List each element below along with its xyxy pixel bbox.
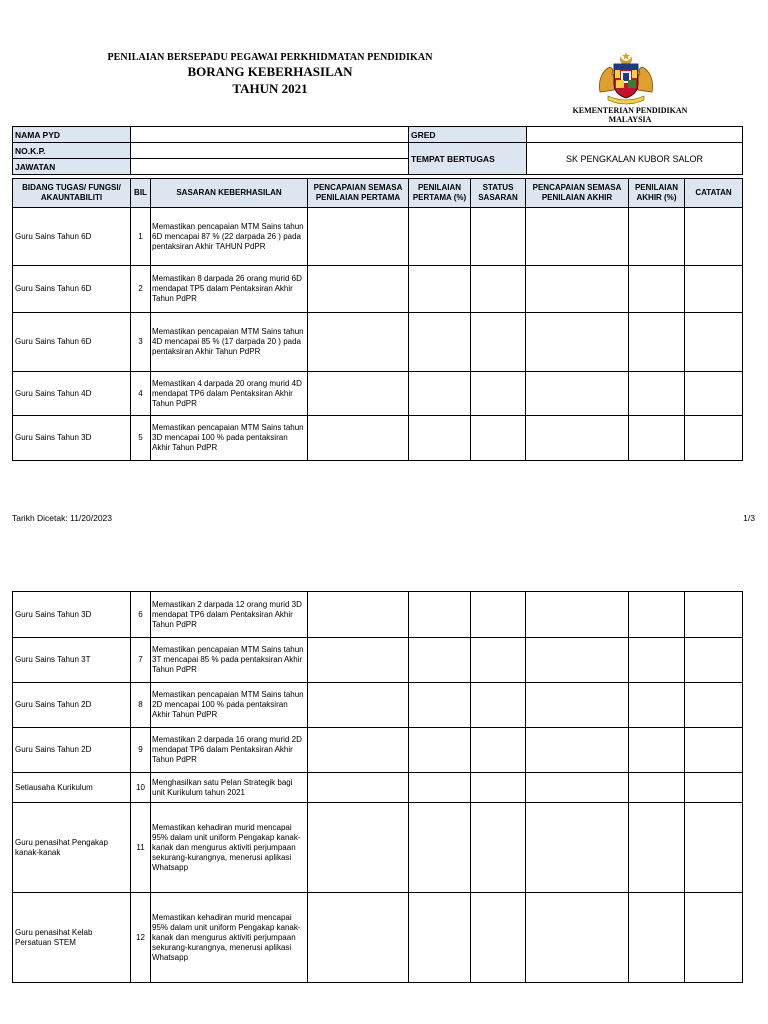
row-fungsi: Guru Sains Tahun 3D [13,592,131,638]
cell-catatan[interactable] [685,773,743,803]
cell-pencapaian-pertama[interactable] [308,313,409,372]
cell-pencapaian-pertama[interactable] [308,728,409,773]
row-sasaran: Memastikan 4 darpada 20 orang murid 4D mendapat TP6 dalam Pentaksiran Akhir Tahun PdPR [151,372,308,416]
cell-pencapaian-akhir[interactable] [526,266,629,313]
cell-pencapaian-akhir[interactable] [526,313,629,372]
row-fungsi: Guru Sains Tahun 6D [13,266,131,313]
jawatan-field[interactable] [131,159,409,175]
header-penilaian-pertama: PENILAIAN PERTAMA (%) [409,179,471,208]
cell-catatan[interactable] [685,208,743,266]
cell-catatan[interactable] [685,372,743,416]
row-sasaran: Memastikan 2 darpada 12 orang murid 3D mendapat TP6 dalam Pentaksiran Akhir Tahun PdPR [151,592,308,638]
cell-penilaian-pertama[interactable] [409,773,471,803]
cell-penilaian-pertama[interactable] [409,208,471,266]
ministry-name-line1: KEMENTERIAN PENDIDIKAN [572,106,688,115]
cell-penilaian-akhir[interactable] [629,313,685,372]
row-bil: 2 [131,266,151,313]
cell-pencapaian-pertama[interactable] [308,372,409,416]
header-status-sasaran: STATUS SASARAN [471,179,526,208]
cell-catatan[interactable] [685,803,743,893]
row-bil: 10 [131,773,151,803]
row-fungsi: Guru Sains Tahun 6D [13,208,131,266]
cell-pencapaian-pertama[interactable] [308,803,409,893]
cell-penilaian-akhir[interactable] [629,728,685,773]
nama-pyd-field[interactable] [131,127,409,143]
ministry-name [560,106,700,124]
cell-pencapaian-pertama[interactable] [308,893,409,983]
table-row [13,773,743,803]
row-fungsi: Guru Sains Tahun 3T [13,638,131,683]
cell-status-sasaran[interactable] [471,208,526,266]
cell-status-sasaran[interactable] [471,803,526,893]
gred-field[interactable] [527,127,743,143]
row-bil: 8 [131,683,151,728]
row-fungsi: Guru Sains Tahun 4D [13,372,131,416]
ministry-name-line2: MALAYSIA [608,115,652,124]
cell-penilaian-akhir[interactable] [629,773,685,803]
page-number: 1/3 [743,513,755,523]
cell-penilaian-pertama[interactable] [409,372,471,416]
row-fungsi: Guru penasihat Pengakap kanak-kanak [13,803,131,893]
cell-pencapaian-akhir[interactable] [526,773,629,803]
cell-pencapaian-akhir[interactable] [526,416,629,461]
row-sasaran: Memastikan kehadiran murid mencapai 95% dalam unit uniform Pengakap kanak-kanak dan mengurus aktiviti perjumpaan sekurang-kurangnya, menerusi aplikasi Whatsapp [151,893,308,983]
cell-pencapaian-pertama[interactable] [308,683,409,728]
cell-pencapaian-pertama[interactable] [308,592,409,638]
row-sasaran: Memastikan pencapaian MTM Sains tahun 3T mencapai 85 % pada pentaksiran Akhir Tahun PdPR [151,638,308,683]
row-sasaran: Memastikan kehadiran murid mencapai 95% dalam unit uniform Pengakap kanak-kanak dan mengurus aktiviti perjumpaan sekurang-kurangnya, menerusi aplikasi Whatsapp [151,803,308,893]
cell-status-sasaran[interactable] [471,638,526,683]
row-sasaran: Menghasilkan satu Pelan Strategik bagi unit Kurikulum tahun 2021 [151,773,308,803]
cell-pencapaian-akhir[interactable] [526,208,629,266]
cell-pencapaian-akhir[interactable] [526,372,629,416]
form-year: TAHUN 2021 [232,81,308,96]
cell-pencapaian-pertama[interactable] [308,208,409,266]
cell-penilaian-akhir[interactable] [629,893,685,983]
cell-pencapaian-akhir[interactable] [526,893,629,983]
cell-penilaian-pertama[interactable] [409,683,471,728]
table-row [13,208,743,266]
table-row [13,728,743,773]
cell-penilaian-akhir[interactable] [629,592,685,638]
row-bil: 5 [131,416,151,461]
form-header-line1: PENILAIAN BERSEPADU PEGAWAI PERKHIDMATAN PENDIDIKAN [107,52,433,63]
printed-date: Tarikh Dicetak: 11/20/2023 [12,513,113,523]
cell-catatan[interactable] [685,592,743,638]
row-sasaran: Memastikan pencapaian MTM Sains tahun 3D mencapai 100 % pada pentaksiran Akhir Tahun PdPR [151,416,308,461]
row-sasaran: Memastikan 2 darpada 16 orang murid 2D mendapat TP6 dalam Pentaksiran Akhir Tahun PdPR [151,728,308,773]
cell-penilaian-pertama[interactable] [409,592,471,638]
row-sasaran: Memastikan pencapaian MTM Sains tahun 4D mencapai 85 % (17 darpada 20 ) pada pentaksiran Akhir Tahun PdPR [151,313,308,372]
cell-status-sasaran[interactable] [471,728,526,773]
cell-penilaian-akhir[interactable] [629,208,685,266]
jawatan-label: JAWATAN [13,159,131,175]
cell-pencapaian-akhir[interactable] [526,803,629,893]
info-table [12,126,743,175]
cell-penilaian-pertama[interactable] [409,638,471,683]
cell-status-sasaran[interactable] [471,683,526,728]
cell-penilaian-akhir[interactable] [629,638,685,683]
table-row [13,592,743,638]
table-row [13,416,743,461]
row-bil: 9 [131,728,151,773]
header-catatan: CATATAN [685,179,743,208]
row-fungsi: Guru Sains Tahun 6D [13,313,131,372]
cell-penilaian-akhir[interactable] [629,372,685,416]
row-bil: 12 [131,893,151,983]
header-pencapaian-pertama: PENCAPAIAN SEMASA PENILAIAN PERTAMA [308,179,409,208]
gred-label: GRED [409,127,527,143]
row-sasaran: Memastikan 8 darpada 26 orang murid 6D mendapat TP5 dalam Pentaksiran Akhir Tahun PdPR [151,266,308,313]
cell-penilaian-pertama[interactable] [409,803,471,893]
cell-status-sasaran[interactable] [471,416,526,461]
cell-catatan[interactable] [685,313,743,372]
cell-status-sasaran[interactable] [471,372,526,416]
cell-pencapaian-pertama[interactable] [308,638,409,683]
tempat-bertugas-field[interactable]: SK PENGKALAN KUBOR SALOR [527,143,743,175]
cell-catatan[interactable] [685,893,743,983]
form-title: BORANG KEBERHASILAN [187,64,353,79]
cell-pencapaian-pertama[interactable] [308,416,409,461]
cell-pencapaian-pertama[interactable] [308,773,409,803]
header-bil: BIL [131,179,151,208]
table-row [13,683,743,728]
table-row [13,638,743,683]
cell-catatan[interactable] [685,416,743,461]
cell-catatan[interactable] [685,683,743,728]
nokp-label: NO.K.P. [13,143,131,159]
cell-penilaian-akhir[interactable] [629,416,685,461]
tempat-bertugas-label: TEMPAT BERTUGAS [409,143,527,175]
cell-pencapaian-akhir[interactable] [526,683,629,728]
row-fungsi: Guru Sains Tahun 3D [13,416,131,461]
cell-status-sasaran[interactable] [471,893,526,983]
cell-catatan[interactable] [685,266,743,313]
cell-penilaian-akhir[interactable] [629,266,685,313]
header-bidang-tugas: BIDANG TUGAS/ FUNGSI/ AKAUNTABILITI [13,179,131,208]
cell-penilaian-pertama[interactable] [409,893,471,983]
nokp-field[interactable] [131,143,409,159]
header-sasaran: SASARAN KEBERHASILAN [151,179,308,208]
cell-pencapaian-akhir[interactable] [526,638,629,683]
header-penilaian-akhir: PENILAIAN AKHIR (%) [629,179,685,208]
table-row [13,372,743,416]
row-sasaran: Memastikan pencapaian MTM Sains tahun 6D mencapai 87 % (22 darpada 26 ) pada pentaksiran Akhir TAHUN PdPR [151,208,308,266]
row-bil: 1 [131,208,151,266]
table-row [13,803,743,893]
row-fungsi: Guru penasihat Kelab Persatuan STEM [13,893,131,983]
results-table-page2 [12,591,743,983]
cell-status-sasaran[interactable] [471,266,526,313]
row-bil: 11 [131,803,151,893]
cell-penilaian-akhir[interactable] [629,683,685,728]
malaysia-coat-of-arms-icon [594,50,658,106]
row-fungsi: Guru Sains Tahun 2D [13,683,131,728]
cell-pencapaian-pertama[interactable] [308,266,409,313]
table-row [13,266,743,313]
row-bil: 6 [131,592,151,638]
row-bil: 3 [131,313,151,372]
header-pencapaian-akhir: PENCAPAIAN SEMASA PENILAIAN AKHIR [526,179,629,208]
table-row [13,313,743,372]
row-sasaran: Memastikan pencapaian MTM Sains tahun 2D mencapai 100 % pada pentaksiran Akhir Tahun PdPR [151,683,308,728]
cell-penilaian-pertama[interactable] [409,313,471,372]
cell-status-sasaran[interactable] [471,592,526,638]
row-bil: 4 [131,372,151,416]
results-table-page1 [12,178,743,461]
row-fungsi: Setiausaha Kurikulum [13,773,131,803]
cell-catatan[interactable] [685,638,743,683]
row-fungsi: Guru Sains Tahun 2D [13,728,131,773]
cell-penilaian-pertama[interactable] [409,416,471,461]
cell-status-sasaran[interactable] [471,773,526,803]
cell-penilaian-pertama[interactable] [409,728,471,773]
row-bil: 7 [131,638,151,683]
cell-status-sasaran[interactable] [471,313,526,372]
nama-pyd-label: NAMA PYD [13,127,131,143]
cell-pencapaian-akhir[interactable] [526,592,629,638]
cell-penilaian-akhir[interactable] [629,803,685,893]
cell-penilaian-pertama[interactable] [409,266,471,313]
cell-pencapaian-akhir[interactable] [526,728,629,773]
cell-catatan[interactable] [685,728,743,773]
table-row [13,893,743,983]
